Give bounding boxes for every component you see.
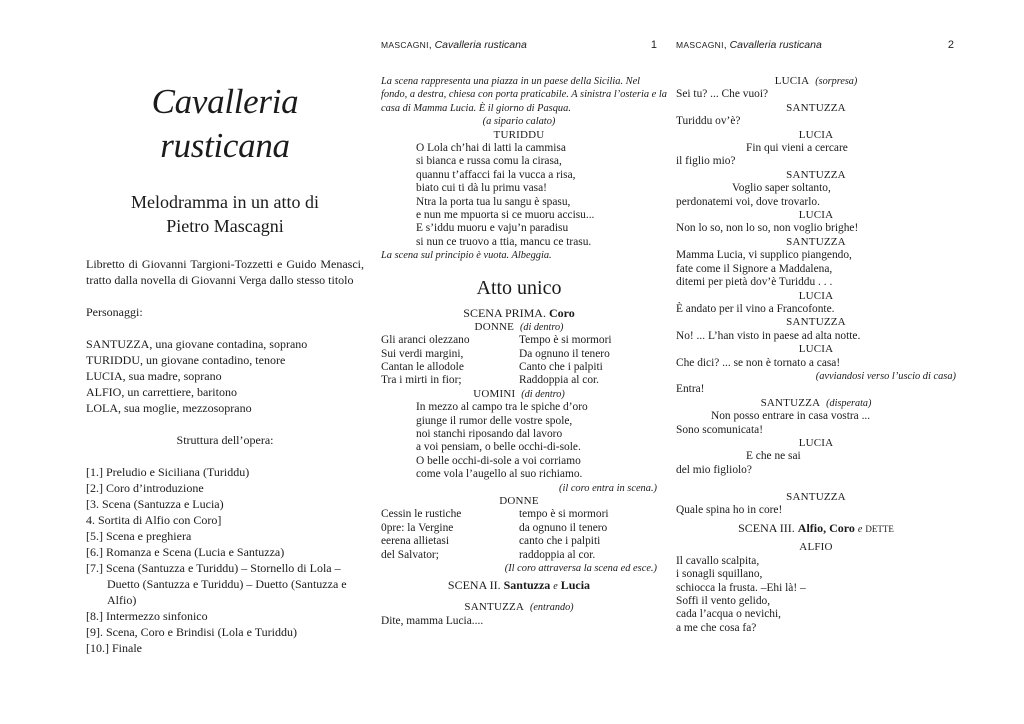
dialogue-line: Sei tu? ... Che vuoi? — [676, 88, 769, 101]
personaggi-list — [86, 336, 364, 416]
opera-subtitle — [86, 190, 364, 238]
verse-line: noi stanchi riposando dal lavoro — [416, 427, 563, 440]
verse-line: schiocca la frusta. –Ehi là! – — [676, 581, 806, 594]
dialogue-line: del mio figliolo? — [676, 463, 752, 476]
character-name-lucia — [676, 437, 956, 450]
character-name: UOMINI — [473, 387, 516, 400]
dialogue-line: Dite, mamma Lucia.... — [381, 614, 484, 627]
struttura-list — [86, 464, 364, 656]
blank-line — [676, 477, 956, 490]
scene-characters: Alfio, Coro — [797, 521, 855, 536]
header-title: Cavalleria rusticana — [729, 39, 822, 51]
character-name: LUCIA — [774, 75, 810, 87]
dialogue-line: perdonatemi voi, dove trovarlo. — [676, 195, 820, 208]
dialogue-line: Sono scomunicata! — [676, 423, 763, 436]
character-name-santuzza — [381, 601, 657, 614]
verse-row — [381, 374, 657, 387]
stage-direction-line: fondo, a destra, chiesa con porta praticabile. A sinistra l’osteria e la — [381, 89, 667, 101]
structure-entry: [10.] Finale — [86, 641, 142, 655]
scene-character: Lucia — [560, 578, 591, 593]
character-name-lucia — [676, 290, 956, 303]
character-direction: (di dentro) — [521, 388, 565, 400]
dialogue-line: No! ... L’han visto in paese ad alta notte. — [676, 329, 861, 342]
verse-line: a voi pensiam, o belle occhi-di-sole. — [416, 441, 581, 454]
verse-line: O belle occhi-di-sole a voi corriamo — [416, 454, 581, 467]
character-name: SANTUZZA — [464, 601, 525, 614]
character-name: LUCIA — [798, 289, 834, 302]
character-name: LUCIA — [798, 343, 834, 356]
character-name-santuzza — [676, 236, 956, 249]
verse-line: eerena allietasi — [381, 535, 449, 548]
dialogue-line: Turiddu ov’è? — [676, 115, 741, 128]
character-name-lucia — [676, 75, 956, 88]
opera-title: Cavalleria rusticana — [151, 82, 299, 165]
running-header-page1: MASCAGNI, Cavalleria rusticana 1 — [381, 39, 657, 51]
scene-conjunction: e — [553, 581, 558, 593]
verse-line: si nun ce truovo a ttia, mancu ce trasu. — [416, 235, 592, 248]
stage-direction: (il coro entra in scena.) — [558, 482, 657, 494]
structure-entry: [7.] Scena (Santuzza e Turiddu) – Stornello di Lola – Duetto (Santuzza e Turiddu) – Duetto (Santuzza e Alfio) — [86, 561, 347, 607]
dialogue-line: È andato per il vino a Francofonte. — [676, 302, 835, 315]
verse-line: Tra i mirti in fior; — [381, 374, 462, 387]
scene-heading — [676, 520, 956, 538]
character-name-santuzza — [676, 102, 956, 115]
character-name-donne — [381, 321, 657, 334]
stage-direction: (Il coro attraversa la scena ed esce.) — [504, 563, 657, 574]
scene-label: SCENA III. — [738, 521, 795, 536]
stage-direction-line: La scena rappresenta una piazza in un paese della Sicilia. Nel — [381, 76, 641, 87]
verse-line: Il cavallo scalpita, — [676, 554, 760, 567]
character-entry: LUCIA, sua madre, soprano — [86, 369, 222, 383]
scene-characters: Coro — [548, 305, 575, 320]
dialogue-line: Mamma Lucia, vi supplico piangendo, — [676, 249, 852, 262]
structure-entry: [5.] Scena e preghiera — [86, 529, 192, 543]
header-title: Cavalleria rusticana — [434, 39, 527, 51]
verse-line: Ntra la porta tua lu sangu è spasu, — [416, 195, 571, 208]
character-name: DONNE — [474, 320, 515, 333]
structure-entry: [1.] Preludio e Siciliana (Turiddu) — [86, 465, 250, 479]
sipario-direction: (a sipario calato) — [482, 116, 556, 128]
act-heading: Atto unico — [476, 276, 562, 299]
character-name: LUCIA — [798, 128, 834, 141]
structure-entry: [9]. Scena, Coro e Brindisi (Lola e Turiddu) — [86, 625, 297, 639]
verse-line: Cantan le allodole — [381, 360, 464, 373]
character-name: SANTUZZA — [760, 396, 821, 409]
character-name: SANTUZZA — [786, 101, 846, 114]
verse-line: Cessin le rustiche — [381, 508, 462, 521]
character-name-santuzza — [676, 169, 956, 182]
verse-row — [381, 535, 657, 548]
verse-line: del Salvator; — [381, 548, 439, 561]
character-direction: (disperata) — [826, 397, 872, 409]
subtitle-line: Pietro Mascagni — [166, 216, 284, 236]
verse-line: 0pre: la Vergine — [381, 521, 454, 534]
page-1-column — [381, 75, 667, 628]
dialogue-line: Fin qui vieni a cercare — [746, 142, 848, 155]
verse-line: cada l’acqua o nevichi, — [676, 608, 781, 621]
character-entry: LOLA, sua moglie, mezzosoprano — [86, 401, 252, 415]
page-number: 2 — [947, 39, 954, 51]
verse-row — [381, 522, 657, 535]
header-author: MASCAGNI — [381, 40, 429, 50]
dialogue-line: ditemi per pietà dov’è Turiddu . . . — [676, 276, 833, 289]
structure-entry: [6.] Romanza e Scena (Lucia e Santuzza) — [86, 545, 285, 559]
character-direction: (entrando) — [529, 602, 574, 614]
character-name-lucia — [676, 129, 956, 142]
verse-line: biato cui ti dà lu primu vasa! — [416, 182, 547, 195]
verse-line: i sonagli squillano, — [676, 568, 763, 581]
structure-entry: 4. Sortita di Alfio con Coro] — [86, 513, 222, 527]
scene-label: SCENA PRIMA. — [463, 305, 546, 320]
scene-label: SCENA II. — [447, 578, 501, 593]
character-name-uomini — [381, 388, 657, 401]
verse-row — [381, 508, 657, 521]
character-entry: TURIDDU, un giovane contadino, tenore — [86, 353, 286, 367]
dialogue-line: Non posso entrare in casa vostra ... — [711, 410, 871, 423]
verse-line: Raddoppia al cor. — [519, 374, 600, 387]
running-header-page2: MASCAGNI, Cavalleria rusticana 2 — [676, 39, 954, 51]
dialogue-line: Che dici? ... se non è tornato a casa! — [676, 356, 841, 369]
scene-conjunction: e — [857, 524, 863, 536]
verse-line: giunge il rumor delle vostre spole, — [416, 414, 573, 427]
character-name-santuzza — [676, 316, 956, 329]
character-name-turiddu: TURIDDU — [493, 128, 545, 141]
character-name-alfio: ALFIO — [799, 541, 833, 554]
verse-row — [381, 334, 657, 347]
verse-line: da ognuno il tenero — [519, 521, 608, 534]
stage-direction: La scena sul principio è vuota. Albeggia. — [381, 250, 552, 262]
libretto-credits: Libretto di Giovanni Targioni-Tozzetti e Guido Menasci, tratto dalla novella di Giovanni Verga dallo stesso titolo — [86, 257, 364, 287]
verse-row — [381, 348, 657, 361]
siciliana-verses — [381, 142, 657, 249]
character-direction: (sorpresa) — [815, 76, 858, 87]
verse-line: canto che i palpiti — [519, 535, 601, 548]
character-name-lucia — [676, 343, 956, 356]
character-name: LUCIA — [798, 209, 834, 222]
dialogue-line: E che ne sai — [746, 450, 801, 463]
verse-line: a me che cosa fa? — [676, 621, 757, 634]
page-number: 1 — [650, 39, 657, 51]
scene-heading — [381, 305, 657, 321]
character-direction: (di dentro) — [519, 321, 564, 333]
dialogue-line: Entra! — [676, 383, 705, 396]
character-name: SANTUZZA — [786, 235, 846, 248]
scene-heading — [381, 577, 657, 595]
verse-line: Da ognuno il tenero — [519, 347, 610, 360]
verse-line: raddoppia al cor. — [519, 548, 596, 561]
header-author: MASCAGNI — [676, 40, 724, 50]
structure-entry: [2.] Coro d’introduzione — [86, 481, 204, 495]
verse-line: si bianca e russa comu la cirasa, — [416, 155, 562, 168]
character-name-lucia — [676, 209, 956, 222]
verse-line: Tempo è si mormori — [519, 334, 612, 347]
page-2-column — [676, 75, 956, 635]
verse-row — [381, 549, 657, 562]
verse-line: tempo è si mormori — [519, 508, 609, 521]
scene-dette: DETTE — [865, 524, 894, 535]
verse-line: Gli aranci olezzano — [381, 334, 470, 347]
dialogue-line: il figlio mio? — [676, 155, 736, 168]
scene-character: Santuzza — [503, 578, 551, 593]
character-name-santuzza — [676, 491, 956, 504]
character-name: SANTUZZA — [786, 316, 846, 329]
verse-line: Canto che i palpiti — [519, 360, 603, 373]
structure-entry: [8.] Intermezzo sinfonico — [86, 609, 208, 623]
alfio-verses — [676, 555, 956, 635]
personaggi-label: Personaggi: — [86, 305, 143, 319]
character-entry: SANTUZZA, una giovane contadina, soprano — [86, 337, 308, 351]
character-entry: ALFIO, un carrettiere, baritono — [86, 385, 237, 399]
stage-direction — [381, 75, 667, 115]
structure-entry: [3. Scena (Santuzza e Lucia) — [86, 497, 224, 511]
character-name: SANTUZZA — [786, 490, 846, 503]
dialogue-line: fate come il Signore a Maddalena, — [676, 262, 833, 275]
verse-line: come vola l’augello al suo richiamo. — [416, 468, 583, 481]
verse-row — [381, 361, 657, 374]
uomini-verses — [381, 401, 657, 481]
verse-line: Sui verdi margini, — [381, 347, 464, 360]
dialogue-line: Non lo so, non lo so, non voglio brighe! — [676, 222, 859, 235]
struttura-label: Struttura dell’opera: — [176, 433, 274, 447]
character-name-donne: DONNE — [499, 494, 539, 507]
donne-verses — [381, 508, 657, 562]
dialogue-block — [676, 75, 956, 517]
verse-line: In mezzo al campo tra le spiche d’oro — [416, 401, 588, 414]
verse-line: quannu t’affacci fai la vucca a risa, — [416, 168, 576, 181]
dialogue-line: Quale spina ho in core! — [676, 503, 783, 516]
verse-line: e nun me mpuorta si ce muoru accisu... — [416, 209, 595, 222]
stage-direction-line: casa di Mamma Lucia. È il giorno di Pasqua. — [381, 102, 571, 114]
verse-line: E s’iddu muoru e vaju’n paradisu — [416, 222, 569, 235]
dialogue-line: Voglio saper soltanto, — [732, 182, 831, 195]
title-page — [86, 80, 364, 656]
donne-verses — [381, 334, 657, 388]
verse-line: Soffi il vento gelido, — [676, 595, 771, 608]
subtitle-line: Melodramma in un atto di — [131, 192, 319, 212]
character-name-santuzza — [676, 397, 956, 410]
character-name: SANTUZZA — [786, 168, 846, 181]
character-name: LUCIA — [798, 436, 834, 449]
verse-line: O Lola ch’hai di latti la cammisa — [416, 142, 566, 155]
stage-direction: (avviandosi verso l’uscio di casa) — [815, 370, 956, 382]
